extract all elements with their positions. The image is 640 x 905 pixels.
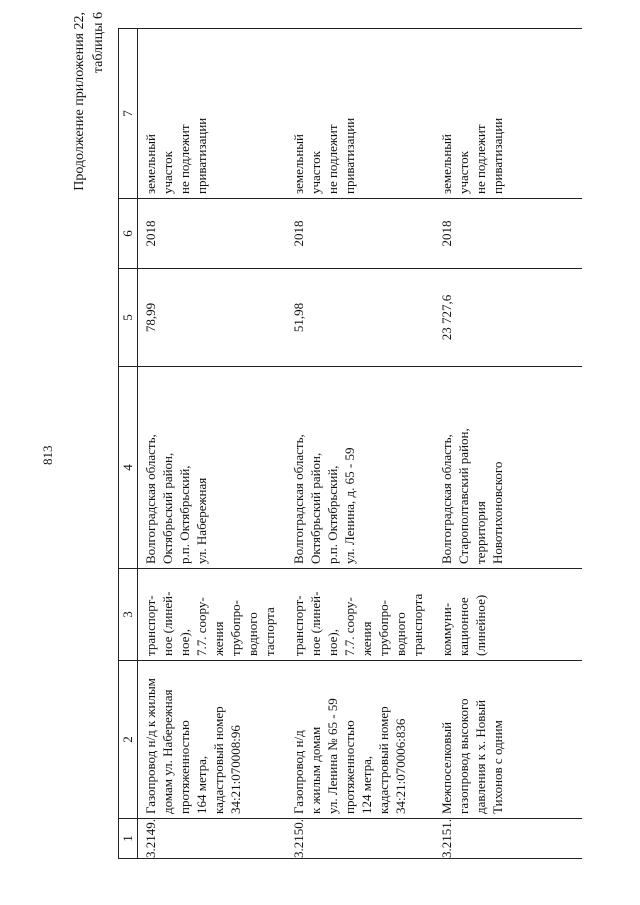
privatization-status: земельный участок не подлежит приватизации xyxy=(434,29,582,199)
area-value: 51,98 xyxy=(286,269,434,367)
area-value: 78,99 xyxy=(138,269,287,367)
table-row xyxy=(138,29,287,859)
column-header: 7 xyxy=(119,29,138,199)
object-name: Газопровод н/д к жилым домам ул. Ленина № 65 - 59 протяженностью 124 метра, кадастровый номер 34:21:070006:836 xyxy=(286,661,434,819)
year-value: 2018 xyxy=(286,199,434,269)
address: Волгоградская область, Октябрьский район, р.п. Октябрьский, ул. Ленина, д. 65 - 59 xyxy=(286,367,434,569)
land-plots-table xyxy=(118,28,582,859)
column-header: 3 xyxy=(119,569,138,661)
row-number: 3.2151. xyxy=(434,819,582,859)
column-header: 1 xyxy=(119,819,138,859)
object-name: Межпоселковый газопровод высокого давления к х. Новый Тихонов с одним xyxy=(434,661,582,819)
column-header: 6 xyxy=(119,199,138,269)
table-reference: таблицы 6 xyxy=(91,12,106,74)
row-number: 3.2150. xyxy=(286,819,434,859)
privatization-status: земельный участок не подлежит приватизации xyxy=(286,29,434,199)
table-row xyxy=(434,29,582,859)
page-number: 813 xyxy=(40,445,55,465)
land-use-type: транспорт- ное (линей- ное), 7.7. соору- жения трубопро- водного таспорта xyxy=(138,569,287,661)
address: Волгоградская область, Старополтавский район, территория Новотихоновского xyxy=(434,367,582,569)
area-value: 23 727,6 xyxy=(434,269,582,367)
year-value: 2018 xyxy=(138,199,287,269)
object-name: Газопровод н/д к жилым домам ул. Набережная протяженностью 164 метра, кадастровый номер 34:21:070008:96 xyxy=(138,661,287,819)
row-number: 3.2149. xyxy=(138,819,287,859)
column-header: 5 xyxy=(119,269,138,367)
appendix-heading: Продолжение приложения 22, xyxy=(72,12,87,191)
year-value: 2018 xyxy=(434,199,582,269)
address: Волгоградская область, Октябрьский район, р.п. Октябрьский, ул. Набережная xyxy=(138,367,287,569)
privatization-status: земельный участок не подлежит приватизации xyxy=(138,29,287,199)
land-use-type: транспорт- ное (линей- ное), 7.7. соору- жения трубопро- водного транспорта xyxy=(286,569,434,661)
column-header: 4 xyxy=(119,367,138,569)
table-row xyxy=(286,29,434,859)
column-header: 2 xyxy=(119,661,138,819)
column-number-row xyxy=(119,29,138,859)
land-use-type: коммуни- кационное (линейное) xyxy=(434,569,582,661)
